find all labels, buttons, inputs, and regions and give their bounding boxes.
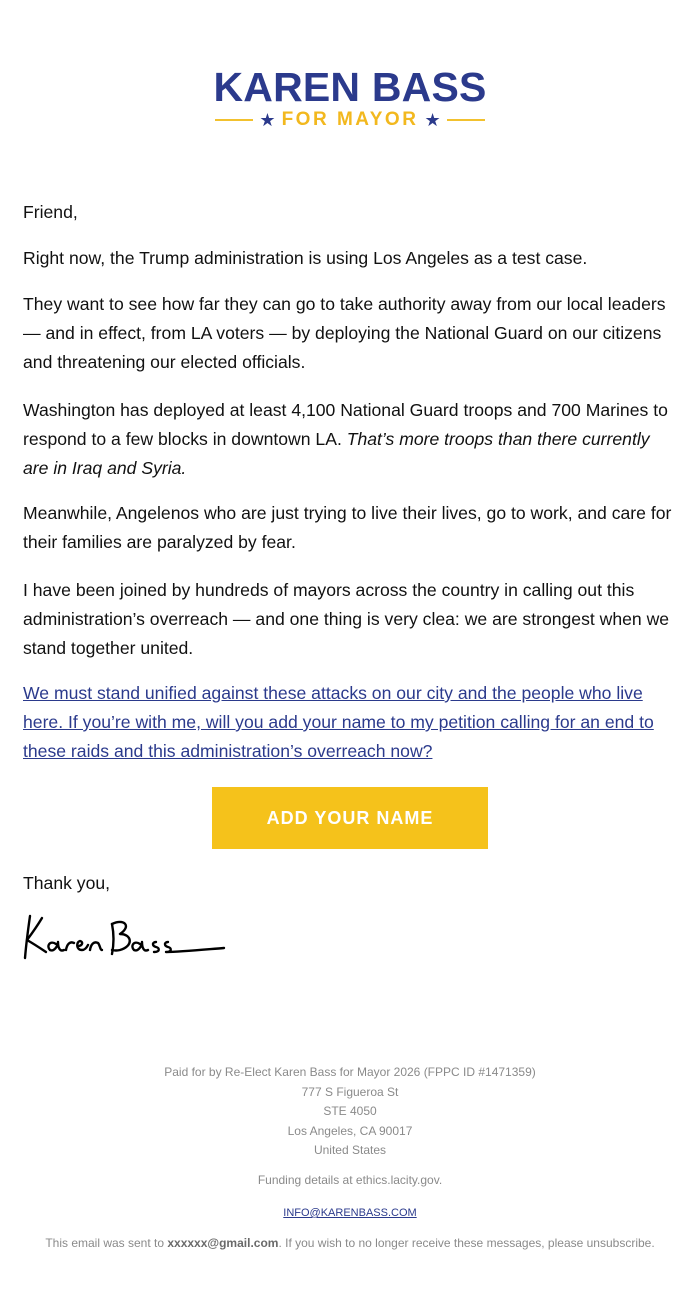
star-icon: ★ [424,110,441,130]
footer [0,1063,700,1161]
logo-rule-right [447,119,485,121]
signature-image [20,910,230,966]
sent-suffix[interactable]: . If you wish to no longer receive these messages, please unsubscribe. [278,1236,655,1250]
add-your-name-button[interactable]: ADD YOUR NAME [212,787,488,849]
recipient-email: xxxxxx@gmail.com [167,1236,279,1250]
sent-prefix: This email was sent to [45,1236,168,1250]
contact-email-row [0,1203,700,1224]
address-line: STE 4050 [323,1104,377,1118]
logo-rule-left [215,119,253,121]
logo-tagline: FOR MAYOR [281,109,419,130]
paragraph-1: Right now, the Trump administration is using Los Angeles as a test case. [23,248,588,268]
paid-for-disclaimer: Paid for by Re-Elect Karen Bass for Mayor 2026 (FPPC ID #1471359) [164,1065,536,1079]
address-line: 777 S Figueroa St [301,1084,399,1099]
funding-details: Funding details at ethics.lacity.gov. [257,1173,443,1187]
logo-name: KAREN BASS [213,64,487,110]
unsubscribe-notice [0,1234,700,1254]
paragraph-2: They want to see how far they can go to take authority away from our local leaders — and in effect, from LA voters — by deploying the National Guard on our citizens and threatening our elected officials. [23,294,666,372]
paragraph-3-text: Washington has deployed at least 4,100 National Guard troops and 700 Marines to respond to a few blocks in downtown LA. [23,400,668,449]
campaign-logo [0,64,700,130]
closing: Thank you, [23,873,111,893]
address-line: United States [313,1143,387,1157]
address-line: Los Angeles, CA 90017 [287,1123,413,1138]
petition-link[interactable]: We must stand unified against these attacks on our city and the people who live here. If you’re with me, will you add your name to my petition calling for an end to these raids and this administration’s overreach now? [23,683,654,761]
contact-email-link[interactable]: INFO@KARENBASS.COM [283,1207,417,1219]
greeting: Friend, [23,202,78,222]
paragraph-4: Meanwhile, Angelenos who are just trying to live their lives, go to work, and care for their families are paralyzed by fear. [23,503,672,552]
logo-tagline-row [0,110,700,130]
paragraph-5: I have been joined by hundreds of mayors across the country in calling out this administration’s overreach — and one thing is very clea: we are strongest when we stand together united. [23,580,670,658]
paragraph-3-italic: That’s more troops than there currently are in Iraq and Syria. [23,429,650,478]
paragraph-3 [23,396,679,483]
star-icon: ★ [259,110,276,130]
